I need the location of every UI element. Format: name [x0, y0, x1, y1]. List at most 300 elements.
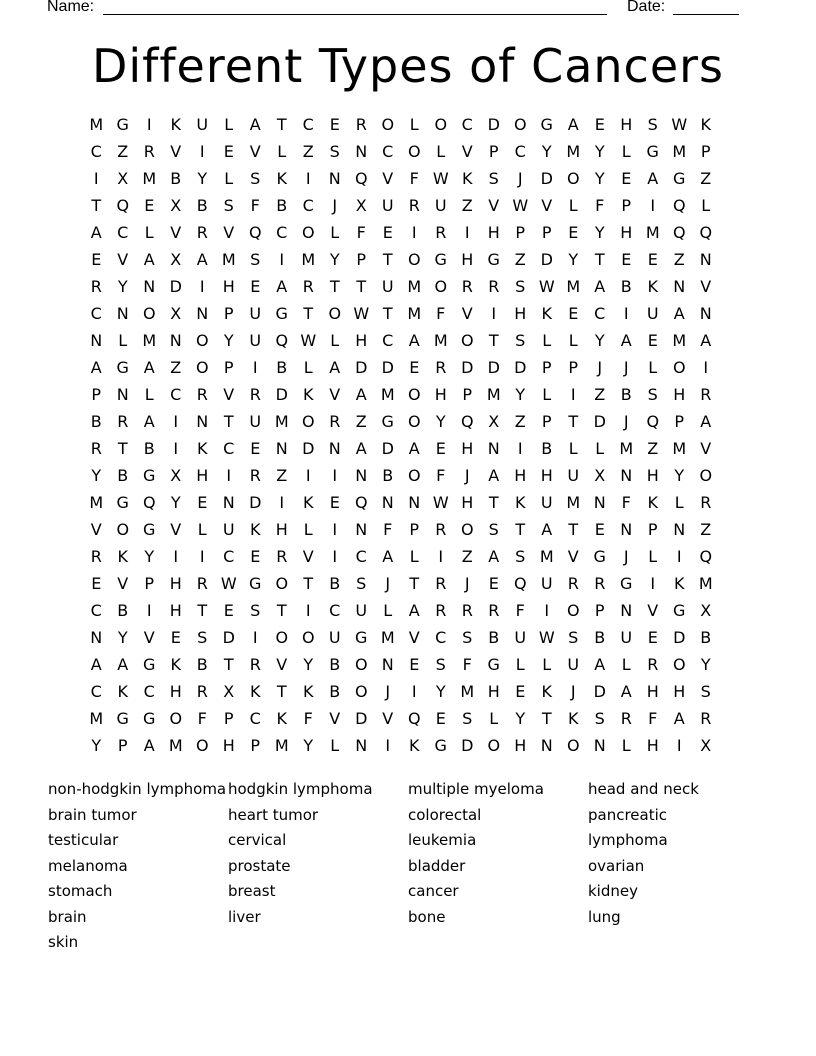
- grid-letter: T: [409, 574, 420, 593]
- grid-letter: V: [170, 142, 182, 161]
- grid-letter: E: [223, 142, 234, 161]
- grid-letter: C: [90, 142, 102, 161]
- grid-letter: O: [460, 520, 474, 539]
- word-list-item: breast: [228, 882, 276, 900]
- word-search-grid: [83, 111, 719, 759]
- grid-letter: H: [222, 736, 235, 755]
- name-field-line[interactable]: [103, 0, 607, 15]
- grid-letter: I: [464, 223, 470, 242]
- grid-letter: D: [461, 358, 474, 377]
- grid-letter: G: [355, 628, 368, 647]
- grid-letter: F: [250, 196, 260, 215]
- grid-letter: L: [303, 358, 313, 377]
- grid-letter: I: [332, 520, 338, 539]
- grid-letter: C: [382, 331, 394, 350]
- grid-letter: A: [488, 466, 500, 485]
- grid-letter: K: [117, 682, 128, 701]
- grid-letter: O: [566, 169, 580, 188]
- grid-letter: F: [303, 709, 313, 728]
- grid-letter: N: [540, 736, 553, 755]
- date-field-line[interactable]: [673, 0, 739, 15]
- grid-letter: D: [355, 709, 368, 728]
- grid-letter: U: [567, 466, 580, 485]
- grid-letter: E: [91, 574, 102, 593]
- grid-letter: C: [461, 115, 473, 134]
- grid-letter: V: [223, 385, 235, 404]
- grid-letter: T: [276, 115, 287, 134]
- grid-letter: N: [355, 520, 368, 539]
- grid-letter: M: [380, 628, 395, 647]
- grid-letter: C: [90, 601, 102, 620]
- grid-row: [83, 354, 719, 381]
- grid-letter: H: [169, 574, 182, 593]
- grid-letter: U: [646, 304, 659, 323]
- grid-letter: N: [355, 142, 368, 161]
- grid-letter: H: [673, 682, 686, 701]
- grid-letter: A: [488, 547, 500, 566]
- grid-letter: T: [329, 277, 340, 296]
- grid-letter: Y: [594, 169, 605, 188]
- grid-letter: X: [170, 466, 182, 485]
- grid-letter: L: [674, 493, 684, 512]
- grid-letter: H: [646, 466, 659, 485]
- grid-letter: A: [329, 358, 341, 377]
- grid-letter: V: [700, 277, 712, 296]
- grid-letter: N: [593, 493, 606, 512]
- grid-letter: P: [621, 196, 632, 215]
- grid-letter: E: [621, 169, 632, 188]
- grid-letter: R: [196, 574, 208, 593]
- grid-letter: O: [699, 466, 713, 485]
- word-list-item: kidney: [588, 882, 638, 900]
- grid-letter: R: [196, 223, 208, 242]
- grid-letter: L: [542, 385, 552, 404]
- grid-letter: W: [300, 331, 317, 350]
- grid-letter: U: [381, 196, 394, 215]
- grid-letter: G: [673, 601, 686, 620]
- grid-letter: L: [436, 142, 446, 161]
- grid-letter: I: [173, 439, 179, 458]
- grid-letter: L: [383, 601, 393, 620]
- grid-letter: I: [438, 547, 444, 566]
- grid-letter: R: [620, 709, 632, 728]
- grid-letter: B: [541, 439, 553, 458]
- grid-letter: D: [275, 385, 288, 404]
- grid-letter: O: [354, 682, 368, 701]
- word-list-item: head and neck: [588, 780, 699, 798]
- grid-letter: S: [250, 250, 261, 269]
- grid-letter: J: [464, 466, 470, 485]
- grid-letter: G: [381, 412, 394, 431]
- grid-letter: N: [116, 385, 129, 404]
- grid-letter: Z: [514, 412, 526, 431]
- grid-letter: K: [276, 169, 287, 188]
- grid-letter: U: [381, 277, 394, 296]
- grid-letter: P: [541, 412, 552, 431]
- grid-letter: Y: [303, 736, 314, 755]
- word-list-item: pancreatic: [588, 805, 668, 824]
- grid-letter: O: [301, 223, 315, 242]
- grid-letter: H: [487, 223, 500, 242]
- grid-letter: Y: [435, 412, 446, 431]
- grid-letter: N: [381, 655, 394, 674]
- grid-letter: V: [461, 142, 473, 161]
- grid-letter: U: [434, 196, 447, 215]
- grid-letter: M: [433, 331, 448, 350]
- grid-letter: S: [250, 601, 261, 620]
- grid-letter: U: [249, 304, 262, 323]
- grid-letter: I: [279, 493, 285, 512]
- grid-letter: L: [701, 196, 711, 215]
- grid-letter: X: [170, 196, 182, 215]
- grid-letter: D: [540, 169, 553, 188]
- grid-letter: A: [700, 331, 712, 350]
- grid-letter: K: [170, 655, 181, 674]
- grid-letter: R: [435, 223, 447, 242]
- grid-letter: O: [354, 655, 368, 674]
- grid-letter: A: [620, 331, 632, 350]
- grid-letter: O: [328, 304, 342, 323]
- grid-letter: L: [144, 385, 154, 404]
- grid-letter: G: [249, 574, 262, 593]
- grid-letter: L: [621, 655, 631, 674]
- grid-letter: C: [143, 682, 155, 701]
- grid-letter: S: [462, 709, 473, 728]
- grid-letter: R: [329, 412, 341, 431]
- grid-letter: P: [488, 142, 499, 161]
- grid-letter: R: [355, 115, 367, 134]
- grid-letter: B: [382, 466, 394, 485]
- grid-letter: N: [355, 736, 368, 755]
- grid-letter: V: [276, 655, 288, 674]
- grid-letter: Z: [355, 412, 367, 431]
- grid-row: [83, 246, 719, 273]
- grid-letter: J: [570, 682, 576, 701]
- grid-letter: O: [275, 628, 289, 647]
- grid-letter: G: [540, 115, 553, 134]
- grid-row: [83, 165, 719, 192]
- grid-letter: P: [91, 385, 102, 404]
- grid-letter: P: [541, 358, 552, 377]
- grid-letter: R: [196, 385, 208, 404]
- grid-letter: E: [250, 439, 261, 458]
- grid-letter: R: [117, 412, 129, 431]
- grid-letter: P: [541, 223, 552, 242]
- grid-letter: S: [594, 709, 605, 728]
- word-list-item: heart tumor: [228, 805, 319, 824]
- grid-letter: P: [568, 358, 579, 377]
- grid-letter: B: [143, 439, 155, 458]
- grid-letter: A: [408, 439, 420, 458]
- grid-letter: B: [117, 466, 129, 485]
- grid-letter: T: [382, 304, 393, 323]
- word-list-item: ovarian: [588, 856, 645, 875]
- grid-letter: V: [170, 223, 182, 242]
- grid-row: [83, 435, 719, 462]
- grid-letter: G: [487, 250, 500, 269]
- grid-letter: D: [355, 358, 368, 377]
- grid-letter: I: [305, 466, 311, 485]
- grid-letter: Z: [117, 142, 129, 161]
- grid-letter: L: [144, 223, 154, 242]
- grid-letter: G: [673, 169, 686, 188]
- grid-letter: O: [381, 115, 395, 134]
- grid-row: [83, 381, 719, 408]
- grid-letter: S: [488, 520, 499, 539]
- grid-letter: V: [329, 385, 341, 404]
- grid-letter: R: [461, 601, 473, 620]
- grid-letter: H: [514, 304, 527, 323]
- grid-letter: I: [385, 736, 391, 755]
- grid-letter: T: [117, 439, 128, 458]
- grid-letter: M: [619, 439, 634, 458]
- grid-letter: A: [143, 412, 155, 431]
- grid-letter: W: [432, 493, 449, 512]
- grid-letter: T: [594, 250, 605, 269]
- grid-letter: M: [380, 385, 395, 404]
- word-list-item: skin: [48, 933, 79, 951]
- grid-letter: G: [116, 115, 129, 134]
- grid-letter: N: [328, 169, 341, 188]
- grid-letter: M: [566, 142, 581, 161]
- grid-letter: K: [462, 169, 473, 188]
- grid-letter: N: [699, 250, 712, 269]
- grid-letter: S: [250, 169, 261, 188]
- grid-letter: O: [195, 358, 209, 377]
- grid-letter: B: [488, 628, 500, 647]
- word-list-item: lung: [588, 907, 621, 926]
- grid-letter: M: [672, 439, 687, 458]
- grid-row: [83, 327, 719, 354]
- grid-letter: L: [330, 736, 340, 755]
- grid-letter: J: [385, 682, 391, 701]
- grid-letter: I: [703, 358, 709, 377]
- grid-letter: D: [487, 358, 500, 377]
- grid-letter: A: [700, 412, 712, 431]
- grid-letter: A: [541, 520, 553, 539]
- grid-letter: Y: [700, 655, 711, 674]
- grid-letter: S: [515, 277, 526, 296]
- grid-letter: N: [699, 304, 712, 323]
- grid-letter: S: [647, 385, 658, 404]
- grid-letter: K: [647, 493, 658, 512]
- grid-letter: B: [196, 196, 208, 215]
- grid-letter: L: [409, 547, 419, 566]
- grid-letter: B: [276, 196, 288, 215]
- grid-letter: G: [434, 736, 447, 755]
- grid-letter: R: [143, 142, 155, 161]
- grid-letter: N: [275, 439, 288, 458]
- grid-letter: U: [540, 574, 553, 593]
- grid-letter: E: [568, 304, 579, 323]
- grid-letter: X: [488, 412, 500, 431]
- grid-letter: I: [676, 736, 682, 755]
- grid-letter: O: [116, 520, 130, 539]
- grid-letter: R: [249, 385, 261, 404]
- grid-letter: K: [700, 115, 711, 134]
- name-label: Name:: [47, 0, 95, 15]
- word-list-item: bladder: [408, 856, 466, 875]
- word-list-item: colorectal: [408, 805, 482, 824]
- grid-letter: Y: [170, 493, 181, 512]
- grid-letter: E: [382, 223, 393, 242]
- grid-letter: Q: [699, 223, 713, 242]
- grid-letter: G: [143, 655, 156, 674]
- grid-letter: Y: [91, 736, 102, 755]
- grid-letter: L: [621, 142, 631, 161]
- grid-letter: C: [594, 304, 606, 323]
- grid-letter: P: [515, 223, 526, 242]
- grid-letter: A: [408, 331, 420, 350]
- grid-letter: I: [650, 196, 656, 215]
- grid-letter: X: [223, 682, 235, 701]
- grid-letter: N: [90, 628, 103, 647]
- grid-letter: O: [195, 736, 209, 755]
- grid-letter: Y: [329, 250, 340, 269]
- grid-letter: O: [513, 115, 527, 134]
- grid-letter: Q: [354, 493, 368, 512]
- grid-letter: B: [620, 385, 632, 404]
- grid-letter: N: [620, 601, 633, 620]
- grid-letter: K: [303, 493, 314, 512]
- grid-letter: J: [623, 547, 629, 566]
- grid-letter: N: [593, 736, 606, 755]
- grid-letter: J: [385, 574, 391, 593]
- grid-letter: I: [544, 601, 550, 620]
- grid-letter: L: [515, 655, 525, 674]
- grid-letter: O: [407, 412, 421, 431]
- grid-letter: K: [170, 115, 181, 134]
- grid-letter: J: [597, 358, 603, 377]
- grid-letter: P: [356, 250, 367, 269]
- grid-letter: U: [355, 601, 368, 620]
- grid-letter: K: [250, 520, 261, 539]
- grid-letter: D: [514, 358, 527, 377]
- grid-row: [83, 408, 719, 435]
- grid-letter: G: [143, 466, 156, 485]
- grid-letter: N: [222, 493, 235, 512]
- grid-letter: A: [673, 304, 685, 323]
- grid-letter: Y: [541, 142, 552, 161]
- grid-letter: R: [408, 196, 420, 215]
- grid-letter: Z: [302, 142, 314, 161]
- grid-letter: A: [673, 709, 685, 728]
- grid-letter: K: [515, 493, 526, 512]
- grid-letter: L: [648, 547, 658, 566]
- grid-letter: C: [90, 682, 102, 701]
- grid-letter: D: [593, 682, 606, 701]
- grid-letter: M: [566, 493, 581, 512]
- grid-letter: R: [700, 493, 712, 512]
- grid-letter: I: [411, 223, 417, 242]
- grid-letter: V: [90, 520, 102, 539]
- grid-letter: O: [672, 358, 686, 377]
- grid-letter: V: [117, 574, 129, 593]
- page-title: Different Types of Cancers: [91, 39, 725, 93]
- grid-letter: I: [305, 169, 311, 188]
- grid-letter: H: [461, 493, 474, 512]
- grid-letter: E: [250, 277, 261, 296]
- grid-letter: B: [170, 169, 182, 188]
- grid-letter: L: [303, 520, 313, 539]
- grid-letter: A: [594, 277, 606, 296]
- grid-letter: Q: [699, 547, 713, 566]
- grid-letter: M: [89, 493, 104, 512]
- grid-letter: I: [570, 385, 576, 404]
- grid-letter: P: [674, 412, 685, 431]
- word-list-item: multiple myeloma: [408, 780, 544, 798]
- grid-letter: E: [409, 358, 420, 377]
- grid-letter: C: [223, 547, 235, 566]
- grid-letter: E: [144, 196, 155, 215]
- grid-letter: N: [116, 304, 129, 323]
- grid-row: [83, 570, 719, 597]
- grid-letter: H: [169, 682, 182, 701]
- grid-letter: Y: [515, 385, 526, 404]
- grid-letter: A: [143, 736, 155, 755]
- grid-letter: K: [674, 574, 685, 593]
- grid-letter: N: [673, 520, 686, 539]
- grid-letter: X: [700, 601, 712, 620]
- grid-letter: I: [146, 601, 152, 620]
- grid-letter: D: [249, 493, 262, 512]
- grid-letter: L: [648, 358, 658, 377]
- grid-letter: S: [223, 196, 234, 215]
- grid-letter: V: [408, 628, 420, 647]
- grid-letter: H: [487, 682, 500, 701]
- grid-letter: L: [542, 331, 552, 350]
- grid-letter: G: [143, 709, 156, 728]
- grid-letter: M: [698, 574, 713, 593]
- grid-letter: Y: [674, 466, 685, 485]
- grid-letter: E: [91, 250, 102, 269]
- grid-letter: G: [116, 493, 129, 512]
- grid-letter: V: [302, 547, 314, 566]
- grid-letter: M: [566, 277, 581, 296]
- grid-letter: L: [224, 115, 234, 134]
- grid-letter: Q: [354, 169, 368, 188]
- grid-letter: O: [487, 736, 501, 755]
- grid-letter: V: [461, 304, 473, 323]
- grid-letter: A: [249, 115, 261, 134]
- grid-letter: E: [568, 223, 579, 242]
- grid-letter: G: [646, 142, 659, 161]
- grid-letter: N: [620, 466, 633, 485]
- grid-letter: I: [279, 250, 285, 269]
- grid-letter: R: [700, 385, 712, 404]
- grid-letter: A: [355, 439, 367, 458]
- grid-letter: M: [407, 304, 422, 323]
- grid-letter: S: [462, 628, 473, 647]
- grid-letter: C: [514, 142, 526, 161]
- grid-letter: L: [197, 520, 207, 539]
- grid-letter: O: [142, 304, 156, 323]
- grid-letter: I: [173, 547, 179, 566]
- grid-letter: T: [223, 412, 234, 431]
- grid-letter: H: [646, 736, 659, 755]
- word-list-item: leukemia: [408, 831, 477, 849]
- grid-letter: W: [538, 277, 555, 296]
- grid-letter: K: [197, 439, 208, 458]
- grid-letter: N: [673, 277, 686, 296]
- grid-letter: E: [621, 250, 632, 269]
- grid-letter: A: [90, 223, 102, 242]
- grid-letter: P: [223, 709, 234, 728]
- grid-letter: F: [595, 196, 605, 215]
- grid-letter: K: [276, 709, 287, 728]
- grid-letter: Y: [117, 628, 128, 647]
- grid-letter: C: [435, 628, 447, 647]
